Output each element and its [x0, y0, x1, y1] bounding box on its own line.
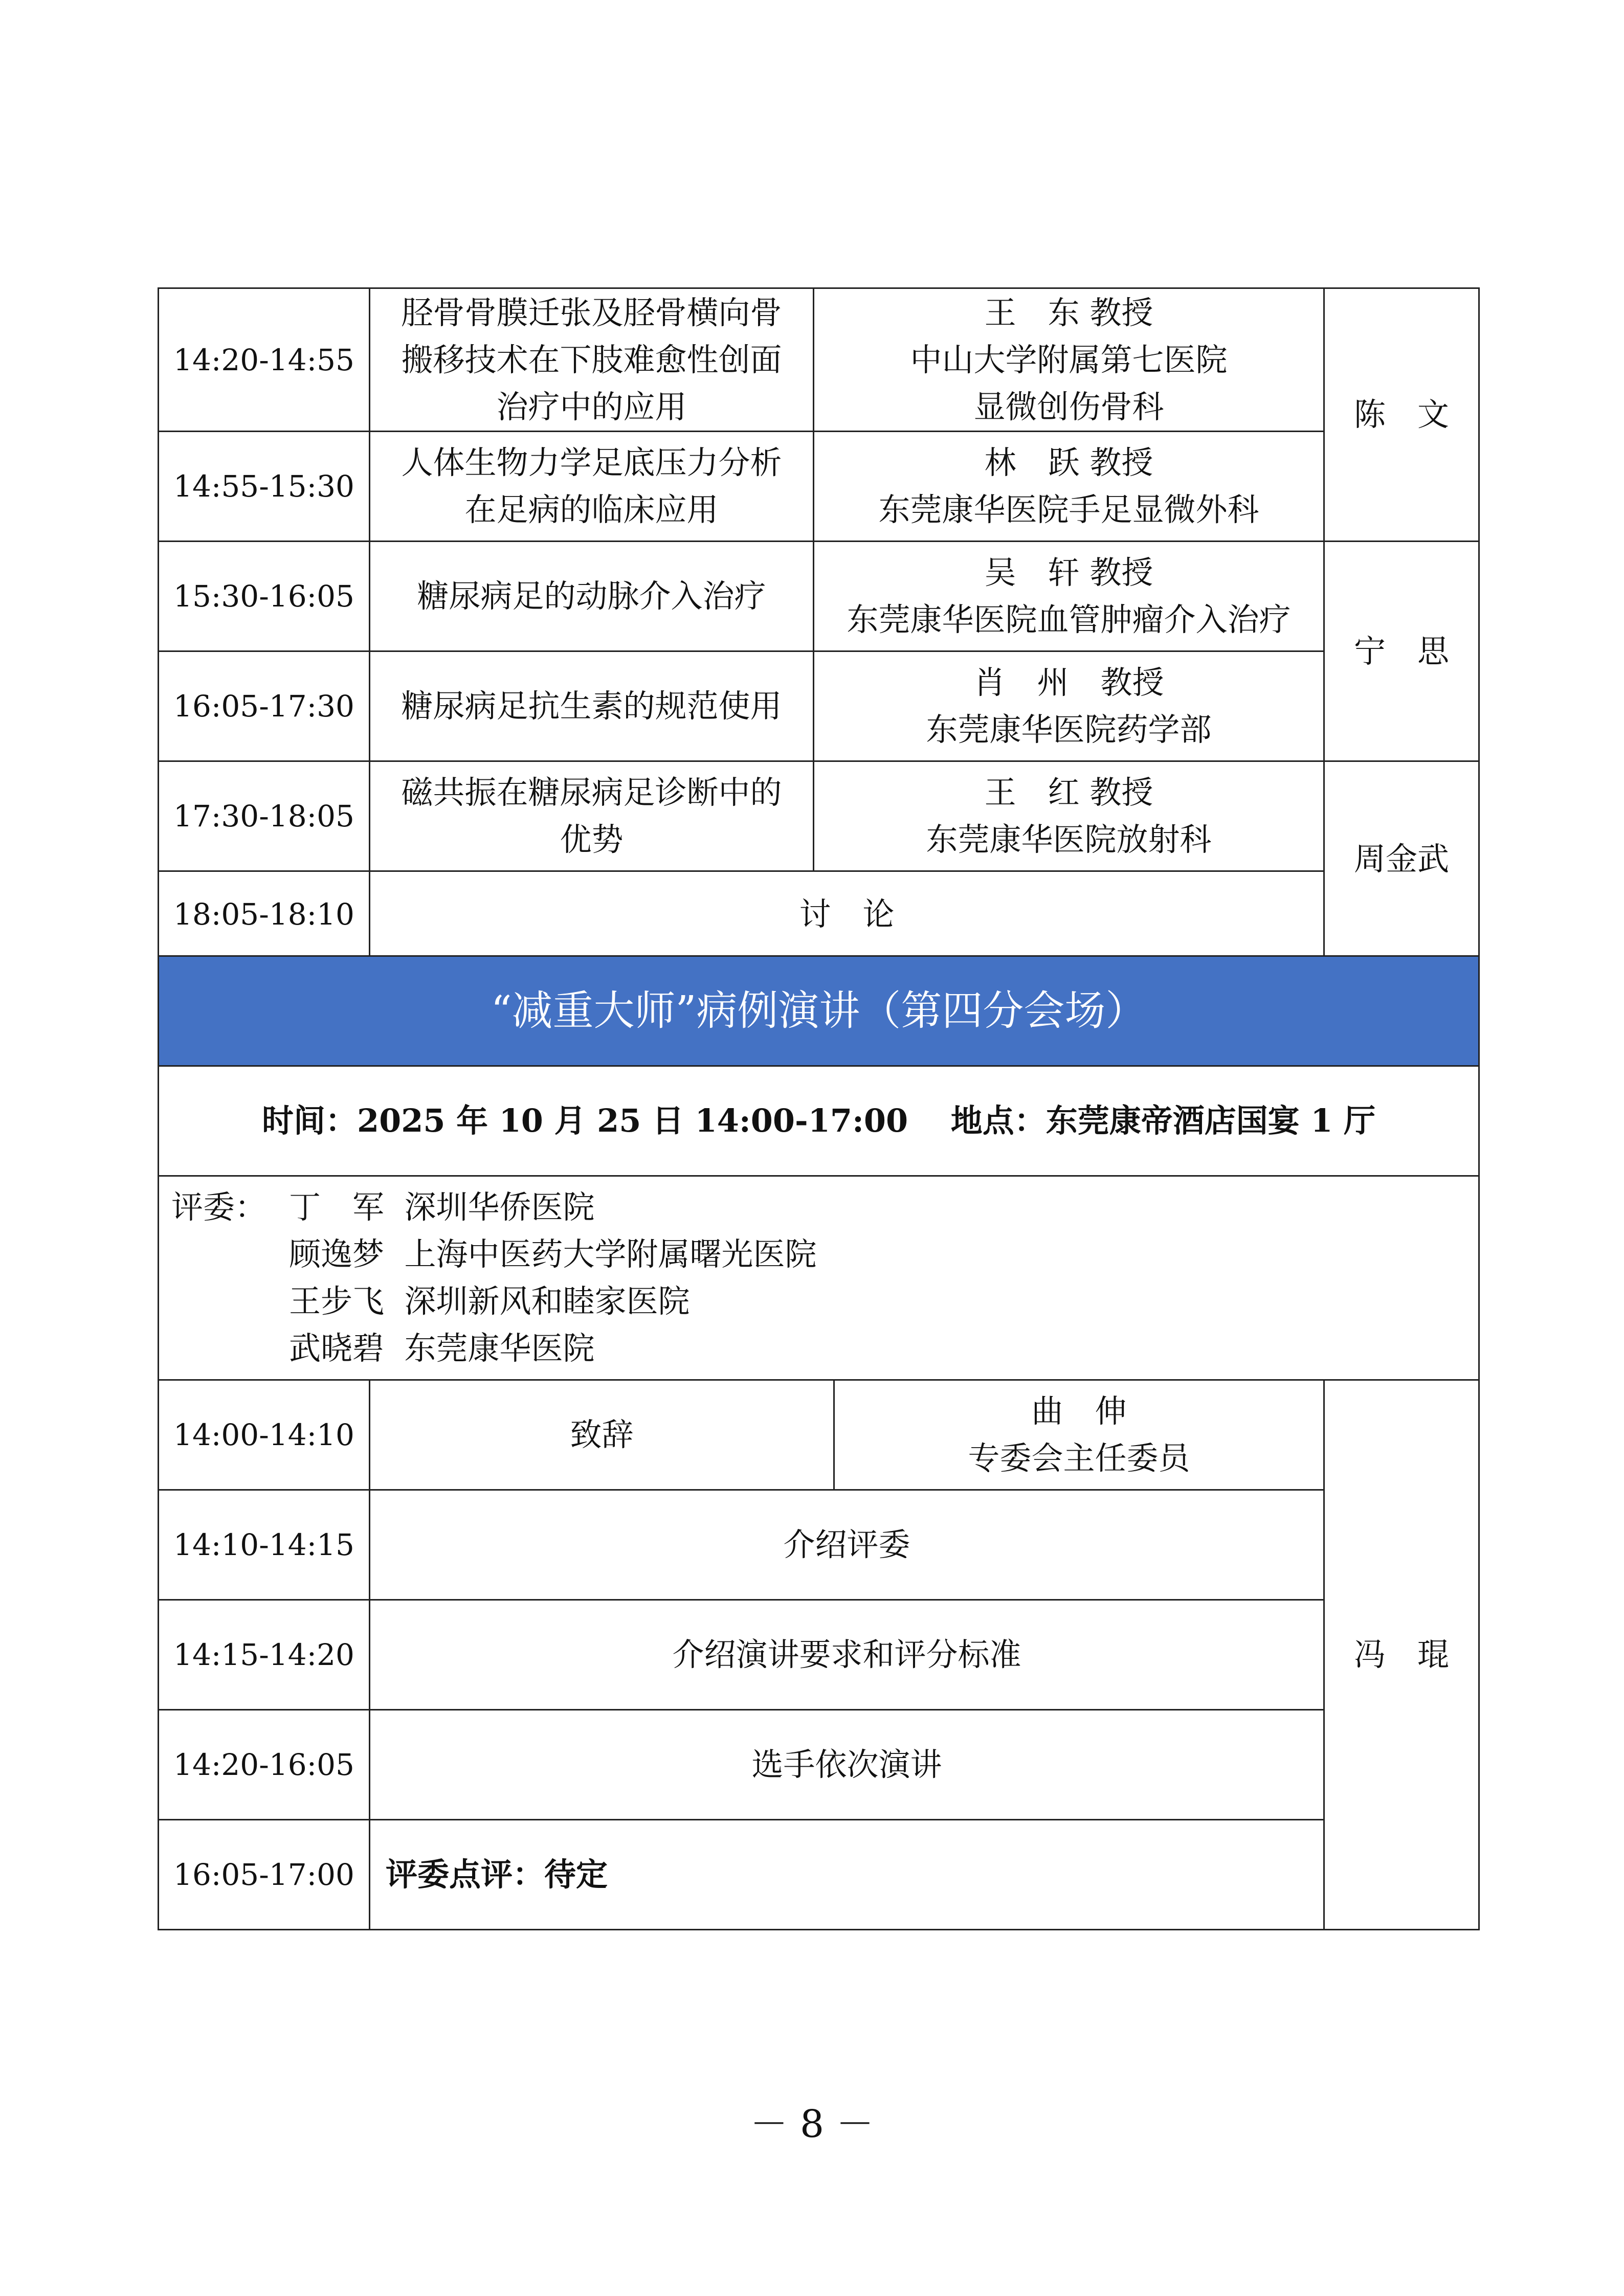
speaker-cell: 曲 伸 专委会主任委员	[834, 1380, 1324, 1490]
speaker-cell: 王 红 教授 东莞康华医院放射科	[814, 761, 1324, 871]
table-row	[159, 651, 1479, 761]
page-number: － 8 －	[750, 2102, 874, 2146]
judges-row	[159, 1176, 1479, 1380]
topic-cell: 磁共振在糖尿病足诊断中的 优势	[370, 761, 814, 871]
table-row	[159, 1380, 1479, 1490]
topic-cell: 胫骨骨膜迁张及胫骨横向骨 搬移技术在下肢难愈性创面 治疗中的应用	[370, 288, 814, 432]
section-banner-row	[159, 956, 1479, 1066]
section-banner: “减重大师”病例演讲（第四分会场）	[159, 956, 1479, 1066]
time-cell: 14:20-16:05	[159, 1710, 370, 1820]
event-info: 时间：2025 年 10 月 25 日 14:00-17:00 地点：东莞康帝酒店国宴 1 厅	[159, 1066, 1479, 1176]
time-cell: 17:30-18:05	[159, 761, 370, 871]
time-cell: 14:15-14:20	[159, 1600, 370, 1710]
discussion-cell: 讨 论	[370, 871, 1324, 957]
table-row	[159, 871, 1479, 957]
table-row	[159, 1820, 1479, 1930]
time-cell: 14:55-15:30	[159, 432, 370, 542]
judge-line: 王步飞 深圳新风和睦家医院	[289, 1282, 690, 1320]
speaker-cell: 林 跃 教授 东莞康华医院手足显微外科	[814, 432, 1324, 542]
moderator-cell: 冯 琨	[1324, 1380, 1479, 1930]
speaker-cell: 吴 轩 教授 东莞康华医院血管肿瘤介入治疗	[814, 542, 1324, 651]
content-cell: 致辞	[370, 1380, 834, 1490]
moderator-cell: 陈 文	[1324, 288, 1479, 542]
content-cell: 选手依次演讲	[370, 1710, 1324, 1820]
schedule-table-2	[158, 955, 1480, 1930]
content-cell: 介绍评委	[370, 1490, 1324, 1600]
content-cell: 介绍演讲要求和评分标准	[370, 1600, 1324, 1710]
topic-cell: 人体生物力学足底压力分析 在足病的临床应用	[370, 432, 814, 542]
table-row	[159, 288, 1479, 432]
table-row	[159, 432, 1479, 542]
judges-label: 评委：	[171, 1188, 267, 1226]
judge-line: 评委： 丁 军 深圳华侨医院	[171, 1184, 1466, 1231]
time-cell: 15:30-16:05	[159, 542, 370, 651]
table-row	[159, 761, 1479, 871]
content-cell: 评委点评：待定	[370, 1820, 1324, 1930]
table-row	[159, 1490, 1479, 1600]
time-cell: 16:05-17:00	[159, 1820, 370, 1930]
info-row	[159, 1066, 1479, 1176]
time-cell: 16:05-17:30	[159, 651, 370, 761]
speaker-cell: 肖 州 教授 东莞康华医院药学部	[814, 651, 1324, 761]
judge-line: 武晓碧 东莞康华医院	[289, 1330, 595, 1367]
moderator-cell: 宁 思	[1324, 542, 1479, 761]
time-cell: 14:00-14:10	[159, 1380, 370, 1490]
time-cell: 18:05-18:10	[159, 871, 370, 957]
moderator-cell: 周金武	[1324, 761, 1479, 957]
judges-cell	[159, 1176, 1479, 1380]
speaker-cell: 王 东 教授 中山大学附属第七医院 显微创伤骨科	[814, 288, 1324, 432]
table-row	[159, 1600, 1479, 1710]
schedule-table-1	[158, 287, 1480, 958]
time-cell: 14:10-14:15	[159, 1490, 370, 1600]
table-row	[159, 542, 1479, 651]
table-row	[159, 1710, 1479, 1820]
judge-line: 顾逸梦 上海中医药大学附属曙光医院	[289, 1235, 817, 1273]
time-cell: 14:20-14:55	[159, 288, 370, 432]
topic-cell: 糖尿病足的动脉介入治疗	[370, 542, 814, 651]
topic-cell: 糖尿病足抗生素的规范使用	[370, 651, 814, 761]
